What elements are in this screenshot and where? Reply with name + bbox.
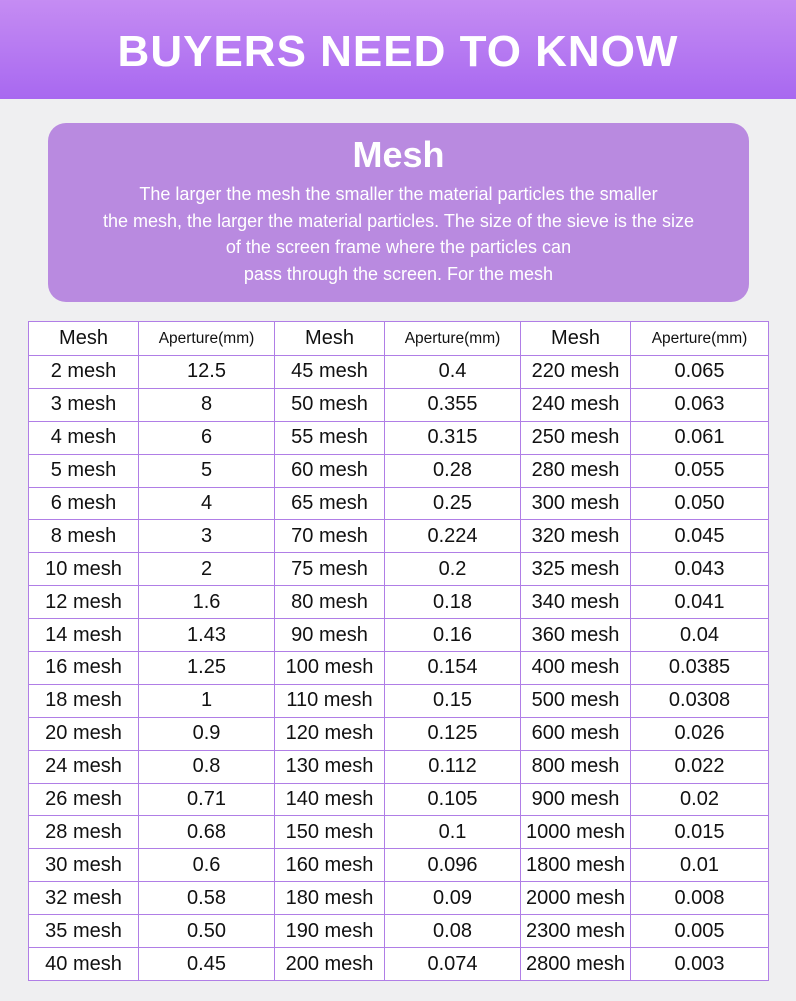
info-card xyxy=(48,123,749,302)
aperture-cell: 1.25 xyxy=(139,652,275,685)
aperture-cell: 0.065 xyxy=(631,356,769,389)
info-line: pass through the screen. For the mesh xyxy=(243,263,554,284)
mesh-cell: 160 mesh xyxy=(275,849,385,882)
aperture-cell: 0.008 xyxy=(631,882,769,915)
aperture-cell: 0.355 xyxy=(385,388,521,421)
aperture-cell: 2 xyxy=(139,553,275,586)
mesh-cell: 8 mesh xyxy=(29,520,139,553)
aperture-cell: 12.5 xyxy=(139,356,275,389)
aperture-cell: 0.9 xyxy=(139,717,275,750)
table-header-row xyxy=(29,322,769,356)
info-description xyxy=(48,181,749,287)
aperture-cell: 0.08 xyxy=(385,915,521,948)
aperture-cell: 0.003 xyxy=(631,948,769,981)
mesh-cell: 600 mesh xyxy=(521,717,631,750)
aperture-cell: 0.105 xyxy=(385,783,521,816)
table-row xyxy=(29,849,769,882)
aperture-cell: 5 xyxy=(139,454,275,487)
aperture-cell: 0.0385 xyxy=(631,652,769,685)
aperture-cell: 6 xyxy=(139,421,275,454)
mesh-cell: 240 mesh xyxy=(521,388,631,421)
aperture-cell: 0.09 xyxy=(385,882,521,915)
info-line: the mesh, the larger the material particles. The size of the sieve is the size xyxy=(103,210,694,231)
table-row xyxy=(29,356,769,389)
table-row xyxy=(29,717,769,750)
table-row xyxy=(29,816,769,849)
mesh-cell: 190 mesh xyxy=(275,915,385,948)
mesh-cell: 1800 mesh xyxy=(521,849,631,882)
mesh-cell: 3 mesh xyxy=(29,388,139,421)
aperture-cell: 0.8 xyxy=(139,750,275,783)
mesh-cell: 130 mesh xyxy=(275,750,385,783)
column-header-mesh: Mesh xyxy=(29,322,139,356)
aperture-cell: 0.01 xyxy=(631,849,769,882)
mesh-cell: 220 mesh xyxy=(521,356,631,389)
aperture-cell: 0.074 xyxy=(385,948,521,981)
aperture-cell: 0.015 xyxy=(631,816,769,849)
mesh-cell: 16 mesh xyxy=(29,652,139,685)
aperture-cell: 1 xyxy=(139,684,275,717)
info-line: The larger the mesh the smaller the material particles the smaller xyxy=(139,184,658,204)
aperture-cell: 0.71 xyxy=(139,783,275,816)
mesh-cell: 280 mesh xyxy=(521,454,631,487)
mesh-cell: 35 mesh xyxy=(29,915,139,948)
aperture-cell: 0.154 xyxy=(385,652,521,685)
mesh-cell: 120 mesh xyxy=(275,717,385,750)
aperture-cell: 0.045 xyxy=(631,520,769,553)
info-title: Mesh xyxy=(352,134,445,175)
aperture-cell: 0.043 xyxy=(631,553,769,586)
info-line: of the screen frame where the particles can xyxy=(225,237,572,257)
mesh-cell: 900 mesh xyxy=(521,783,631,816)
mesh-cell: 30 mesh xyxy=(29,849,139,882)
aperture-cell: 1.43 xyxy=(139,619,275,652)
table-row xyxy=(29,915,769,948)
aperture-cell: 0.68 xyxy=(139,816,275,849)
mesh-cell: 45 mesh xyxy=(275,356,385,389)
aperture-cell: 0.1 xyxy=(385,816,521,849)
aperture-cell: 0.2 xyxy=(385,553,521,586)
aperture-cell: 0.005 xyxy=(631,915,769,948)
aperture-cell: 0.224 xyxy=(385,520,521,553)
aperture-cell: 0.112 xyxy=(385,750,521,783)
mesh-cell: 10 mesh xyxy=(29,553,139,586)
mesh-cell: 325 mesh xyxy=(521,553,631,586)
mesh-cell: 24 mesh xyxy=(29,750,139,783)
column-header-mesh: Mesh xyxy=(275,322,385,356)
mesh-cell: 55 mesh xyxy=(275,421,385,454)
mesh-cell: 5 mesh xyxy=(29,454,139,487)
table-body xyxy=(29,356,769,981)
table-row xyxy=(29,750,769,783)
mesh-cell: 180 mesh xyxy=(275,882,385,915)
aperture-cell: 0.58 xyxy=(139,882,275,915)
aperture-cell: 0.02 xyxy=(631,783,769,816)
table-row xyxy=(29,882,769,915)
mesh-cell: 60 mesh xyxy=(275,454,385,487)
aperture-cell: 0.18 xyxy=(385,586,521,619)
header-banner xyxy=(0,0,796,99)
aperture-cell: 0.4 xyxy=(385,356,521,389)
mesh-cell: 18 mesh xyxy=(29,684,139,717)
aperture-cell: 0.055 xyxy=(631,454,769,487)
mesh-cell: 40 mesh xyxy=(29,948,139,981)
mesh-cell: 4 mesh xyxy=(29,421,139,454)
aperture-cell: 0.026 xyxy=(631,717,769,750)
mesh-cell: 2300 mesh xyxy=(521,915,631,948)
mesh-cell: 250 mesh xyxy=(521,421,631,454)
mesh-cell: 90 mesh xyxy=(275,619,385,652)
aperture-cell: 0.041 xyxy=(631,586,769,619)
mesh-cell: 150 mesh xyxy=(275,816,385,849)
mesh-cell: 500 mesh xyxy=(521,684,631,717)
mesh-cell: 400 mesh xyxy=(521,652,631,685)
mesh-cell: 800 mesh xyxy=(521,750,631,783)
mesh-cell: 12 mesh xyxy=(29,586,139,619)
mesh-cell: 2800 mesh xyxy=(521,948,631,981)
table-row xyxy=(29,553,769,586)
page-title: BUYERS NEED TO KNOW xyxy=(117,26,679,76)
mesh-cell: 110 mesh xyxy=(275,684,385,717)
column-header-mesh: Mesh xyxy=(521,322,631,356)
aperture-cell: 0.063 xyxy=(631,388,769,421)
mesh-cell: 200 mesh xyxy=(275,948,385,981)
table-row xyxy=(29,684,769,717)
mesh-cell: 50 mesh xyxy=(275,388,385,421)
aperture-cell: 0.04 xyxy=(631,619,769,652)
mesh-cell: 80 mesh xyxy=(275,586,385,619)
column-header-aperture: Aperture(mm) xyxy=(385,322,521,356)
aperture-cell: 8 xyxy=(139,388,275,421)
table-row xyxy=(29,388,769,421)
mesh-cell: 320 mesh xyxy=(521,520,631,553)
table-row xyxy=(29,421,769,454)
aperture-cell: 0.061 xyxy=(631,421,769,454)
aperture-cell: 0.25 xyxy=(385,487,521,520)
aperture-cell: 0.15 xyxy=(385,684,521,717)
aperture-cell: 4 xyxy=(139,487,275,520)
aperture-cell: 0.16 xyxy=(385,619,521,652)
mesh-cell: 2000 mesh xyxy=(521,882,631,915)
aperture-cell: 0.45 xyxy=(139,948,275,981)
table-row xyxy=(29,586,769,619)
mesh-cell: 28 mesh xyxy=(29,816,139,849)
mesh-cell: 300 mesh xyxy=(521,487,631,520)
table-row xyxy=(29,783,769,816)
mesh-cell: 65 mesh xyxy=(275,487,385,520)
aperture-cell: 0.0308 xyxy=(631,684,769,717)
mesh-cell: 26 mesh xyxy=(29,783,139,816)
table-row xyxy=(29,487,769,520)
mesh-cell: 14 mesh xyxy=(29,619,139,652)
aperture-cell: 0.28 xyxy=(385,454,521,487)
mesh-cell: 100 mesh xyxy=(275,652,385,685)
aperture-cell: 0.6 xyxy=(139,849,275,882)
mesh-cell: 1000 mesh xyxy=(521,816,631,849)
mesh-cell: 140 mesh xyxy=(275,783,385,816)
mesh-cell: 340 mesh xyxy=(521,586,631,619)
mesh-cell: 75 mesh xyxy=(275,553,385,586)
aperture-cell: 0.315 xyxy=(385,421,521,454)
aperture-cell: 0.096 xyxy=(385,849,521,882)
mesh-cell: 20 mesh xyxy=(29,717,139,750)
aperture-cell: 0.125 xyxy=(385,717,521,750)
mesh-cell: 70 mesh xyxy=(275,520,385,553)
mesh-cell: 2 mesh xyxy=(29,356,139,389)
table-row xyxy=(29,948,769,981)
aperture-cell: 0.022 xyxy=(631,750,769,783)
table-row xyxy=(29,619,769,652)
column-header-aperture: Aperture(mm) xyxy=(631,322,769,356)
table-row xyxy=(29,454,769,487)
mesh-cell: 360 mesh xyxy=(521,619,631,652)
aperture-cell: 0.050 xyxy=(631,487,769,520)
mesh-cell: 6 mesh xyxy=(29,487,139,520)
aperture-cell: 3 xyxy=(139,520,275,553)
mesh-cell: 32 mesh xyxy=(29,882,139,915)
aperture-cell: 0.50 xyxy=(139,915,275,948)
aperture-cell: 1.6 xyxy=(139,586,275,619)
table-row xyxy=(29,520,769,553)
mesh-aperture-table xyxy=(28,321,769,981)
table-row xyxy=(29,652,769,685)
column-header-aperture: Aperture(mm) xyxy=(139,322,275,356)
